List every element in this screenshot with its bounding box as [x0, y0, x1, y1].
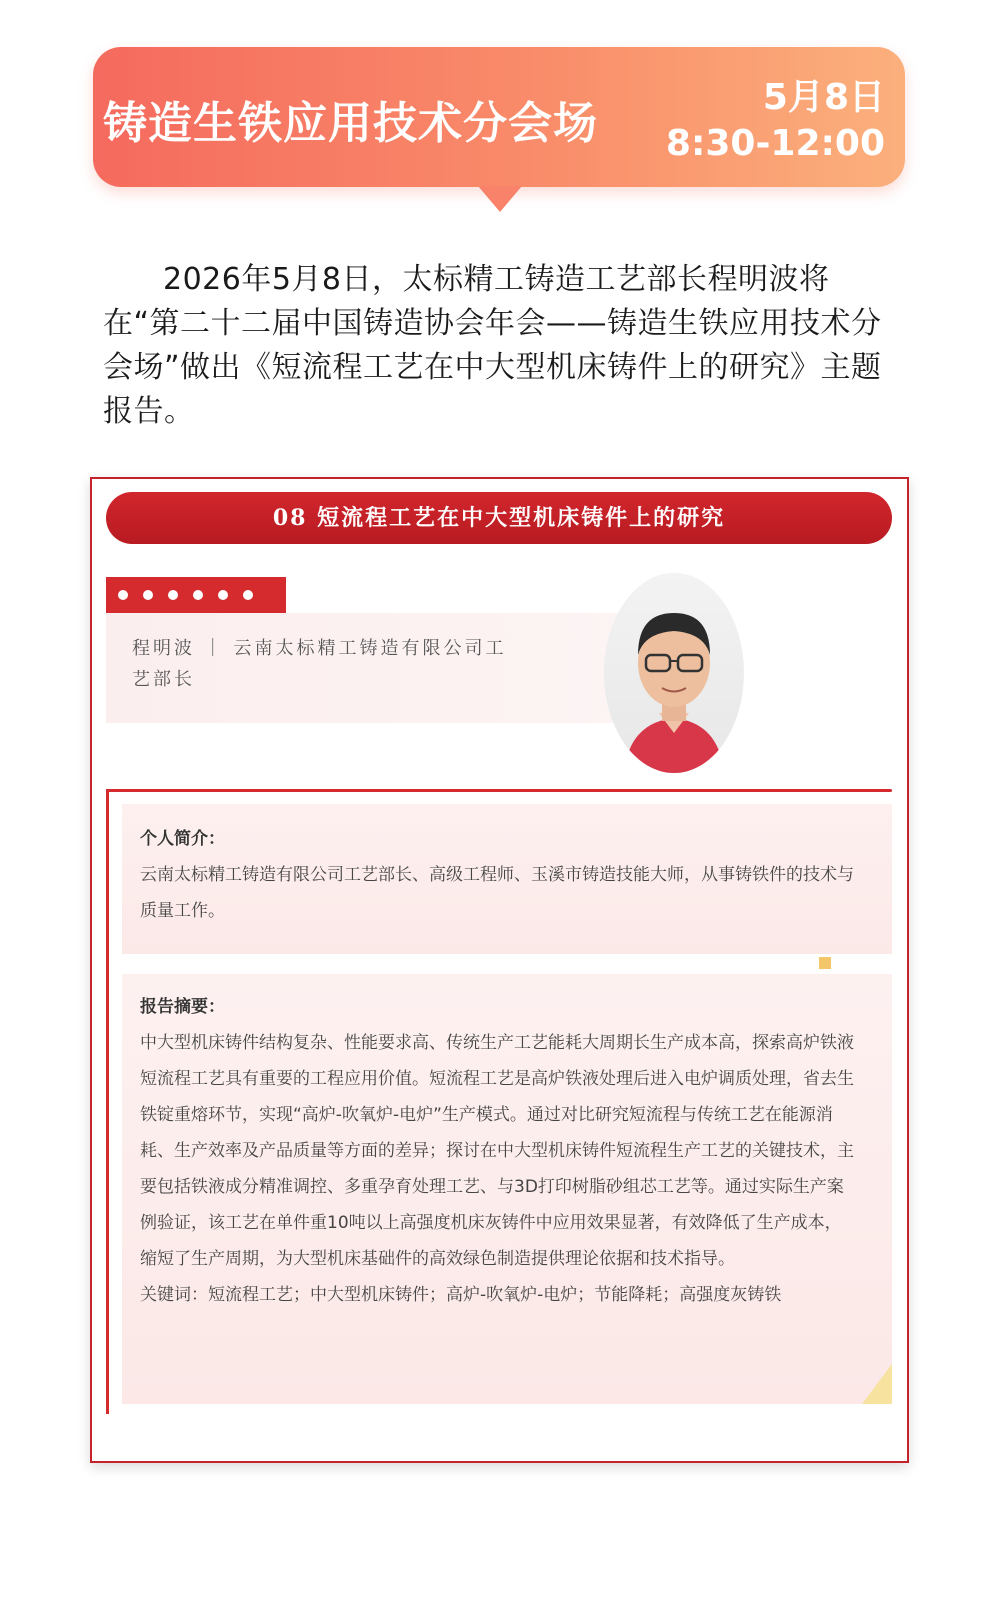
accent-square: [819, 957, 831, 969]
corner-decoration: [862, 1364, 892, 1404]
speaker-portrait-icon: [604, 573, 744, 773]
session-time: 8:30-12:00: [665, 123, 885, 164]
session-datetime: [666, 75, 885, 167]
session-title: 铸造生铁应用技术分会场: [103, 98, 598, 149]
bio-label: 个人简介：: [140, 829, 225, 849]
keywords-text: 关键词：短流程工艺；中大型机床铸件；高炉-吹氧炉-电炉；节能降耗；高强度灰铸铁: [140, 1285, 782, 1305]
dot: [143, 590, 153, 600]
section-divider: [106, 789, 892, 792]
dot: [243, 590, 253, 600]
dot: [118, 590, 128, 600]
abstract-text: 中大型机床铸件结构复杂、性能要求高、传统生产工艺能耗大周期长生产成本高，探索高炉铁液短流程工艺具有重要的工程应用价值。短流程工艺是高炉铁液处理后进入电炉调质处理，省去生铁锭重熔环节，实现“高炉-吹氧炉-电炉”生产模式。通过对比研究短流程与传统工艺在能源消耗、生产效率及产品质量等方面的差异；探讨在中大型机床铸件短流程生产工艺的关键技术，主要包括铁液成分精准调控、多重孕育处理工艺、与3D打印树脂砂组芯工艺等。通过实际生产案例验证，该工艺在单件重10吨以上高强度机床灰铸件中应用效果显著，有效降低了生产成本，缩短了生产周期，为大型机床基础件的高效绿色制造提供理论依据和技术指导。: [140, 1033, 854, 1269]
dot: [218, 590, 228, 600]
report-title: 08 短流程工艺在中大型机床铸件上的研究: [106, 492, 892, 544]
dot: [193, 590, 203, 600]
report-card: [90, 477, 909, 1463]
banner-pointer: [478, 186, 522, 212]
abstract-section: [122, 974, 892, 1404]
bio-text: 云南太标精工铸造有限公司工艺部长、高级工程师、玉溪市铸造技能大师，从事铸铁件的技术与质量工作。: [140, 865, 854, 921]
dots-decoration: [106, 577, 286, 613]
bio-section: [122, 804, 892, 954]
speaker-name-title: 程明波 ｜ 云南太标精工铸造有限公司工艺部长: [132, 638, 507, 690]
session-banner: [93, 47, 905, 187]
section-left-border: [106, 789, 109, 1414]
session-date: 5月8日: [762, 77, 885, 118]
abstract-label: 报告摘要：: [140, 997, 225, 1017]
intro-paragraph: 2026年5月8日，太标精工铸造工艺部长程明波将在“第二十二届中国铸造协会年会——铸造生铁应用技术分会场”做出《短流程工艺在中大型机床铸件上的研究》主题报告。: [103, 262, 882, 429]
dot: [168, 590, 178, 600]
speaker-photo: [604, 573, 744, 773]
